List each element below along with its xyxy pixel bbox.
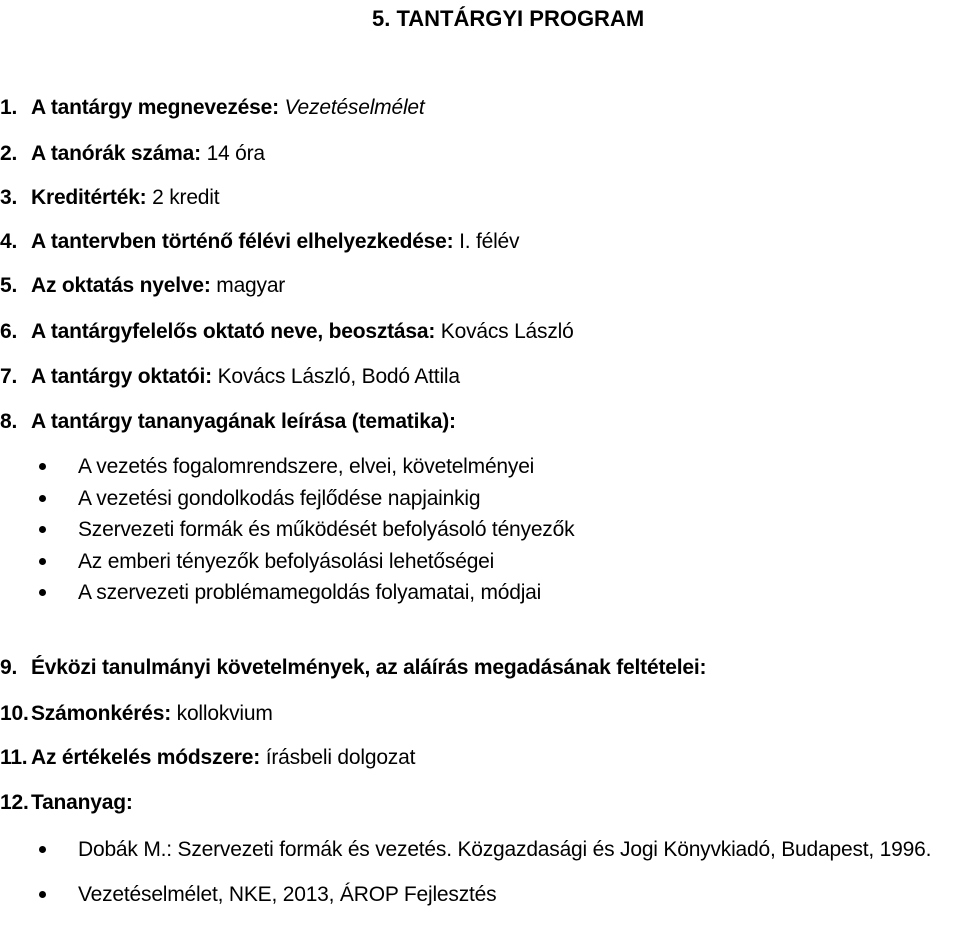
item-value: 2 kredit [152, 186, 220, 209]
item-number: 12. [0, 791, 29, 814]
item-lesson-count [0, 143, 265, 164]
topic-text: A vezetési gondolkodás fejlődése napjainkig [78, 486, 481, 510]
item-label: A tantárgyfelelős oktató neve, beosztása: [31, 320, 441, 343]
item-label: Az értékelés módszere: [31, 746, 266, 769]
item-number: 2. [0, 142, 18, 165]
item-label: Kreditérték: [31, 186, 153, 209]
item-label: Évközi tanulmányi követelmények, az aláírás megadásának feltételei: [31, 656, 707, 679]
bullet-icon [39, 846, 46, 853]
item-semester [0, 231, 519, 252]
item-label: A tantárgy megnevezése: [31, 96, 285, 119]
topic-text: Szervezeti formák és működését befolyásoló tényezők [78, 518, 575, 541]
item-value: Vezetéselmélet [284, 96, 425, 119]
bullet-icon [39, 526, 46, 533]
item-number: 10. [0, 702, 29, 725]
item-syllabus [0, 411, 456, 432]
item-label: A tantárgy oktatói: [31, 365, 218, 388]
item-material [0, 792, 133, 813]
item-number: 11. [0, 746, 28, 769]
item-evaluation-method [0, 747, 415, 768]
topic-text: Az emberi tényezők befolyásolási lehetőségei [78, 549, 495, 573]
item-assessment [0, 703, 273, 724]
bullet-icon [39, 463, 46, 470]
item-value: Kovács László [440, 320, 574, 343]
item-label: Számonkérés: [31, 702, 177, 725]
item-number: 8. [0, 410, 18, 433]
topic-text: A vezetés fogalomrendszere, elvei, követelményei [78, 455, 535, 478]
item-value: kollokvium [176, 702, 273, 725]
topic-text: A szervezeti problémamegoldás folyamatai, módjai [78, 581, 542, 604]
item-instructors [0, 366, 460, 387]
item-number: 4. [0, 230, 18, 253]
bullet-icon [39, 891, 46, 898]
item-label: A tantervben történő félévi elhelyezkedése: [31, 230, 460, 253]
item-credit [0, 187, 219, 208]
bullet-icon [39, 589, 46, 596]
item-course-name [0, 97, 425, 118]
item-course-leader [0, 321, 574, 342]
page-title: 5. TANTÁRGYI PROGRAM [372, 6, 645, 31]
item-value: I. félév [459, 230, 520, 253]
item-number: 9. [0, 656, 18, 679]
item-label: Az oktatás nyelve: [31, 274, 217, 297]
item-label: A tanórák száma: [31, 142, 207, 165]
item-label: A tantárgy tananyagának leírása (tematika): [31, 410, 456, 433]
item-value: 14 óra [206, 142, 265, 165]
item-number: 5. [0, 274, 18, 297]
reference-text: Dobák M.: Szervezeti formák és vezetés. Közgazdasági és Jogi Könyvkiadó, Budapest, 1996. [78, 838, 932, 861]
item-number: 7. [0, 365, 18, 388]
bullet-icon [39, 495, 46, 502]
item-label: Tananyag: [31, 791, 133, 814]
item-value: írásbeli dolgozat [265, 746, 416, 769]
bullet-icon [39, 558, 46, 565]
item-number: 6. [0, 320, 18, 343]
item-value: magyar [216, 274, 286, 297]
item-requirements [0, 657, 706, 678]
reference-text: Vezetéselmélet, NKE, 2013, ÁROP Fejlesztés [78, 883, 497, 906]
item-language [0, 275, 285, 296]
item-number: 1. [0, 96, 18, 119]
item-value: Kovács László, Bodó Attila [217, 365, 460, 388]
item-number: 3. [0, 186, 18, 209]
